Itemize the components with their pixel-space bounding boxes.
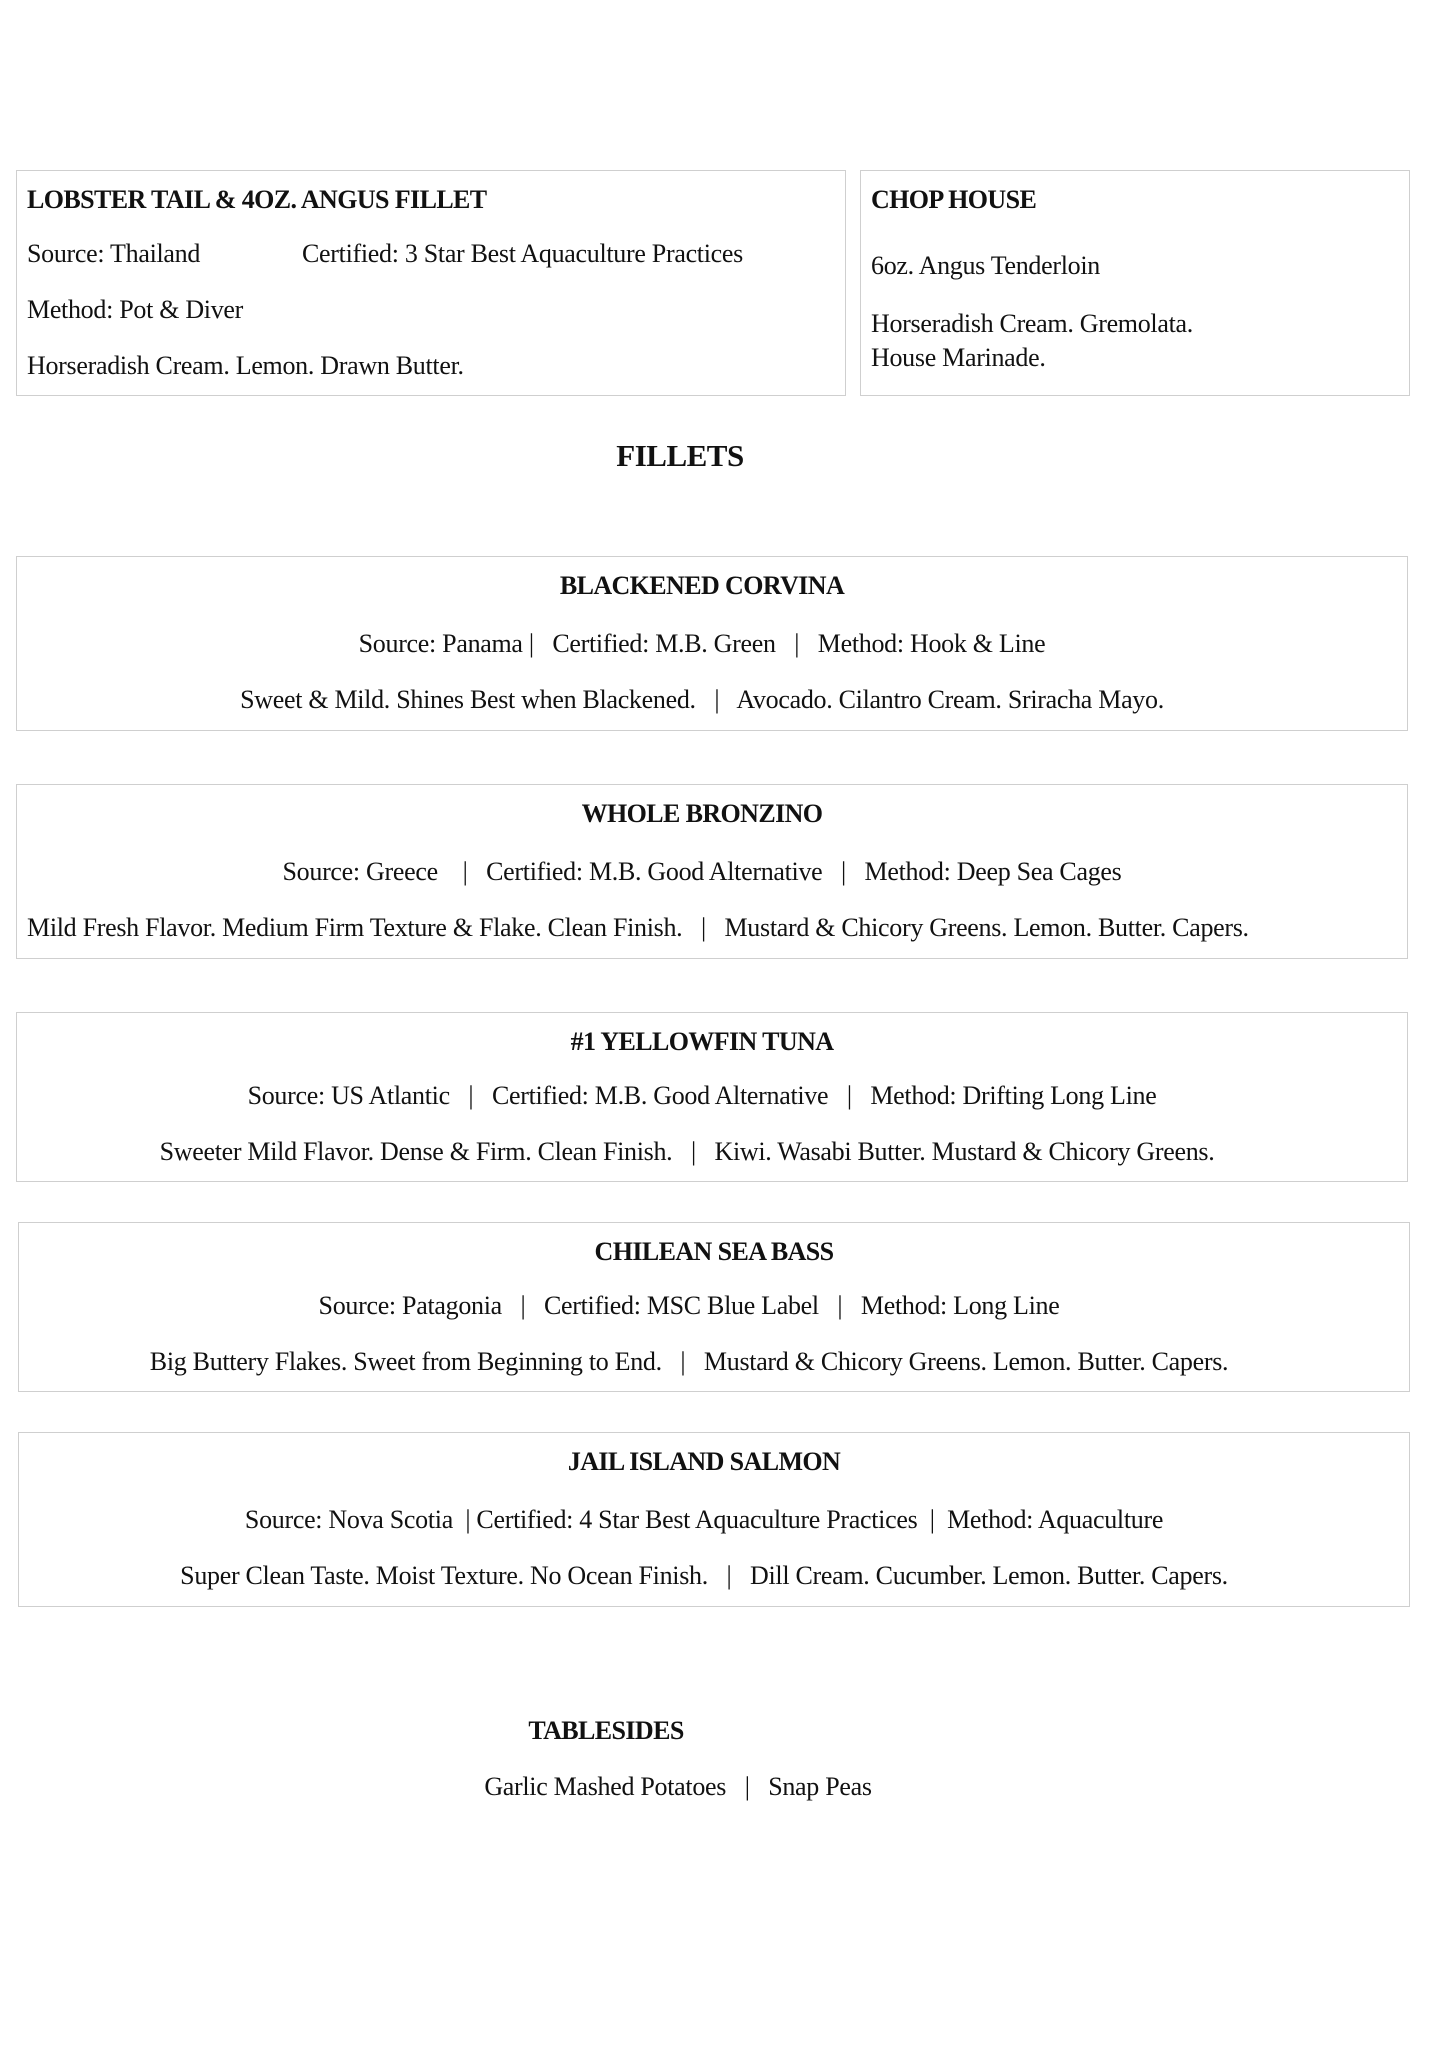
- item-notes: Super Clean Taste. Moist Texture. No Ocean Finish. | Dill Cream. Cucumber. Lemon. Butter. Capers.: [180, 1561, 1228, 1590]
- item-title: CHOP HOUSE: [871, 185, 1037, 214]
- fillet-card: [16, 784, 1408, 959]
- item-details: Source: Panama | Certified: M.B. Green | Method: Hook & Line: [358, 629, 1046, 658]
- fillet-card: [16, 1012, 1408, 1182]
- item-details: Source: Nova Scotia | Certified: 4 Star Best Aquaculture Practices | Method: Aquaculture: [244, 1505, 1164, 1534]
- item-title: JAIL ISLAND SALMON: [567, 1447, 841, 1476]
- item-method: Method: Pot & Diver: [27, 295, 244, 324]
- section-heading-tablesides: TABLESIDES: [528, 1716, 684, 1745]
- item-notes: Sweeter Mild Flavor. Dense & Firm. Clean Finish. | Kiwi. Wasabi Butter. Mustard & Chicory Greens.: [159, 1137, 1215, 1166]
- item-accompaniments: Horseradish Cream. Lemon. Drawn Butter.: [27, 351, 464, 380]
- item-title: LOBSTER TAIL & 4OZ. ANGUS FILLET: [27, 185, 487, 214]
- tablesides-items: Garlic Mashed Potatoes | Snap Peas: [484, 1772, 872, 1801]
- item-details: Source: Greece | Certified: M.B. Good Alternative | Method: Deep Sea Cages: [282, 857, 1122, 886]
- item-source: Source: Thailand: [27, 239, 201, 268]
- item-notes: Sweet & Mild. Shines Best when Blackened. | Avocado. Cilantro Cream. Sriracha Mayo.: [240, 685, 1164, 714]
- item-title: #1 YELLOWFIN TUNA: [570, 1027, 834, 1056]
- lobster-card: [16, 170, 846, 396]
- fillet-card: [18, 1222, 1410, 1392]
- chop-house-card: [860, 170, 1410, 396]
- item-notes: Mild Fresh Flavor. Medium Firm Texture & Flake. Clean Finish. | Mustard & Chicory Greens. Lemon. Butter. Capers.: [27, 913, 1249, 942]
- item-details: Source: Patagonia | Certified: MSC Blue Label | Method: Long Line: [318, 1291, 1060, 1320]
- fillet-card: [16, 556, 1408, 731]
- item-notes: Big Buttery Flakes. Sweet from Beginning to End. | Mustard & Chicory Greens. Lemon. Butter. Capers.: [149, 1347, 1229, 1376]
- item-accompaniments: Horseradish Cream. Gremolata.: [871, 309, 1193, 338]
- item-certified: Certified: 3 Star Best Aquaculture Practices: [302, 239, 743, 268]
- item-details: Source: US Atlantic | Certified: M.B. Good Alternative | Method: Drifting Long Line: [247, 1081, 1157, 1110]
- section-heading-fillets: FILLETS: [616, 438, 744, 473]
- fillet-card: [18, 1432, 1410, 1607]
- item-title: CHILEAN SEA BASS: [594, 1237, 834, 1266]
- item-title: WHOLE BRONZINO: [581, 799, 823, 828]
- item-accompaniments: House Marinade.: [871, 343, 1046, 372]
- item-cut: 6oz. Angus Tenderloin: [871, 251, 1100, 280]
- item-title: BLACKENED CORVINA: [559, 571, 845, 600]
